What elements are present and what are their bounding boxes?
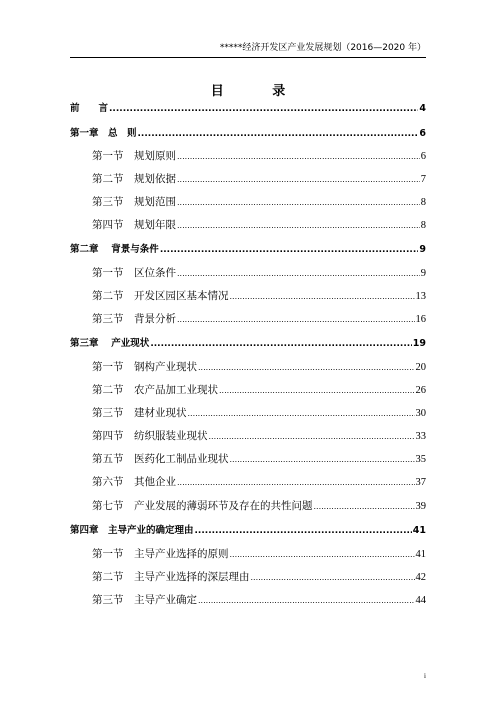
toc-entry-page: 13 (415, 291, 426, 302)
toc-entry-label: 第六节 其他企业 (92, 476, 176, 488)
toc-entry-label: 第五节 医药化工制品业现状 (92, 453, 229, 465)
toc-entry-page: 4 (419, 103, 426, 114)
dot-leader (195, 525, 412, 536)
toc-entry-page: 19 (412, 338, 426, 349)
toc-entry-label: 第二节 农产品加工业现状 (92, 384, 218, 396)
toc-entry-page: 30 (415, 408, 426, 419)
toc-entry-page: 6 (420, 151, 426, 162)
dot-leader (230, 548, 415, 560)
dot-leader (138, 128, 419, 139)
toc-entry-section[interactable] (70, 265, 426, 280)
toc-entry-section[interactable] (70, 194, 426, 209)
dot-leader (230, 290, 415, 302)
toc-entry-section[interactable] (70, 148, 426, 163)
dot-leader (188, 407, 415, 419)
dot-leader (251, 571, 415, 583)
dot-leader (230, 453, 415, 465)
toc-entry-page: 33 (415, 431, 426, 442)
toc-entry-label: 第四节 纺织服装业现状 (92, 430, 208, 442)
toc-entry-section[interactable] (70, 592, 426, 607)
toc-entry-label: 前 言 (70, 103, 109, 114)
toc-entry-section[interactable] (70, 546, 426, 561)
toc-title: 目 录 (210, 84, 308, 99)
toc-entry-label: 第二节 规划依据 (92, 173, 176, 185)
dot-leader (160, 244, 419, 255)
toc-entry-label: 第二章 背景与条件 (70, 244, 159, 255)
dot-leader (198, 594, 415, 606)
header-title: *****经济开发区产业发展规划（2016—2020 年） (219, 43, 426, 53)
toc-entry-preface[interactable] (70, 100, 426, 114)
toc-entry-page: 41 (415, 549, 426, 560)
toc-entry-label: 第一章 总 则 (70, 128, 137, 139)
toc-entry-page: 35 (415, 454, 426, 465)
toc-entry-page: 9 (420, 268, 426, 279)
toc-entry-page: 7 (420, 174, 426, 185)
running-header (70, 42, 426, 58)
toc-entry-label: 第一节 钢构产业现状 (92, 361, 197, 373)
toc-entry-label: 第四章 主导产业的确定理由 (70, 525, 194, 536)
toc-entry-label: 第七节 产业发展的薄弱环节及存在的共性问题 (92, 500, 313, 512)
dot-leader (177, 476, 415, 488)
toc-entry-chapter-4[interactable] (70, 522, 426, 536)
dot-leader (198, 361, 415, 373)
toc-entry-section[interactable] (70, 171, 426, 186)
dot-leader (177, 219, 420, 231)
toc-entry-label: 第二节 主导产业选择的深层理由 (92, 571, 250, 583)
dot-leader (109, 103, 418, 114)
toc-entry-label: 第三节 背景分析 (92, 313, 176, 325)
dot-leader (209, 430, 415, 442)
toc-entry-page: 9 (419, 244, 426, 255)
dot-leader (177, 196, 420, 208)
toc-entry-section[interactable] (70, 217, 426, 232)
toc-entry-page: 37 (415, 477, 426, 488)
toc-entry-page: 26 (415, 385, 426, 396)
toc-entry-page: 39 (415, 501, 426, 512)
toc-entry-page: 8 (420, 220, 426, 231)
toc-entry-chapter-3[interactable] (70, 335, 426, 349)
toc-entry-label: 第三节 规划范围 (92, 196, 176, 208)
toc-entry-label: 第四节 规划年限 (92, 219, 176, 231)
toc-entry-label: 第三章 产业现状 (70, 338, 150, 349)
dot-leader (177, 173, 420, 185)
toc-entry-section[interactable] (70, 451, 426, 466)
toc-entry-section[interactable] (70, 311, 426, 326)
toc-entry-section[interactable] (70, 359, 426, 374)
toc-entry-label: 第二节 开发区园区基本情况 (92, 290, 229, 302)
page-number: i (424, 672, 426, 680)
toc-entry-section[interactable] (70, 288, 426, 303)
toc-entry-page: 8 (420, 197, 426, 208)
toc-entry-section[interactable] (70, 405, 426, 420)
dot-leader (177, 150, 420, 162)
toc-entry-section[interactable] (70, 428, 426, 443)
dot-leader (219, 384, 415, 396)
dot-leader (314, 500, 415, 512)
dot-leader (150, 338, 411, 349)
toc-entry-page: 44 (415, 595, 426, 606)
toc-entry-label: 第一节 区位条件 (92, 267, 176, 279)
toc-entry-section[interactable] (70, 569, 426, 584)
toc-entry-chapter-2[interactable] (70, 241, 426, 255)
toc-entry-section[interactable] (70, 498, 426, 513)
toc-entry-label: 第一节 规划原则 (92, 150, 176, 162)
toc-entry-page: 20 (415, 362, 426, 373)
toc-entry-chapter-1[interactable] (70, 125, 426, 139)
dot-leader (177, 313, 415, 325)
toc-entry-page: 16 (415, 314, 426, 325)
toc-entry-label: 第三节 主导产业确定 (92, 594, 197, 606)
toc-entry-section[interactable] (70, 382, 426, 397)
toc-entry-page: 6 (419, 128, 426, 139)
toc-entry-label: 第三节 建材业现状 (92, 407, 187, 419)
dot-leader (177, 267, 420, 279)
toc-entry-section[interactable] (70, 474, 426, 489)
toc-entry-label: 第一节 主导产业选择的原则 (92, 548, 229, 560)
toc-entry-page: 42 (415, 572, 426, 583)
toc-entry-page: 41 (412, 525, 426, 536)
